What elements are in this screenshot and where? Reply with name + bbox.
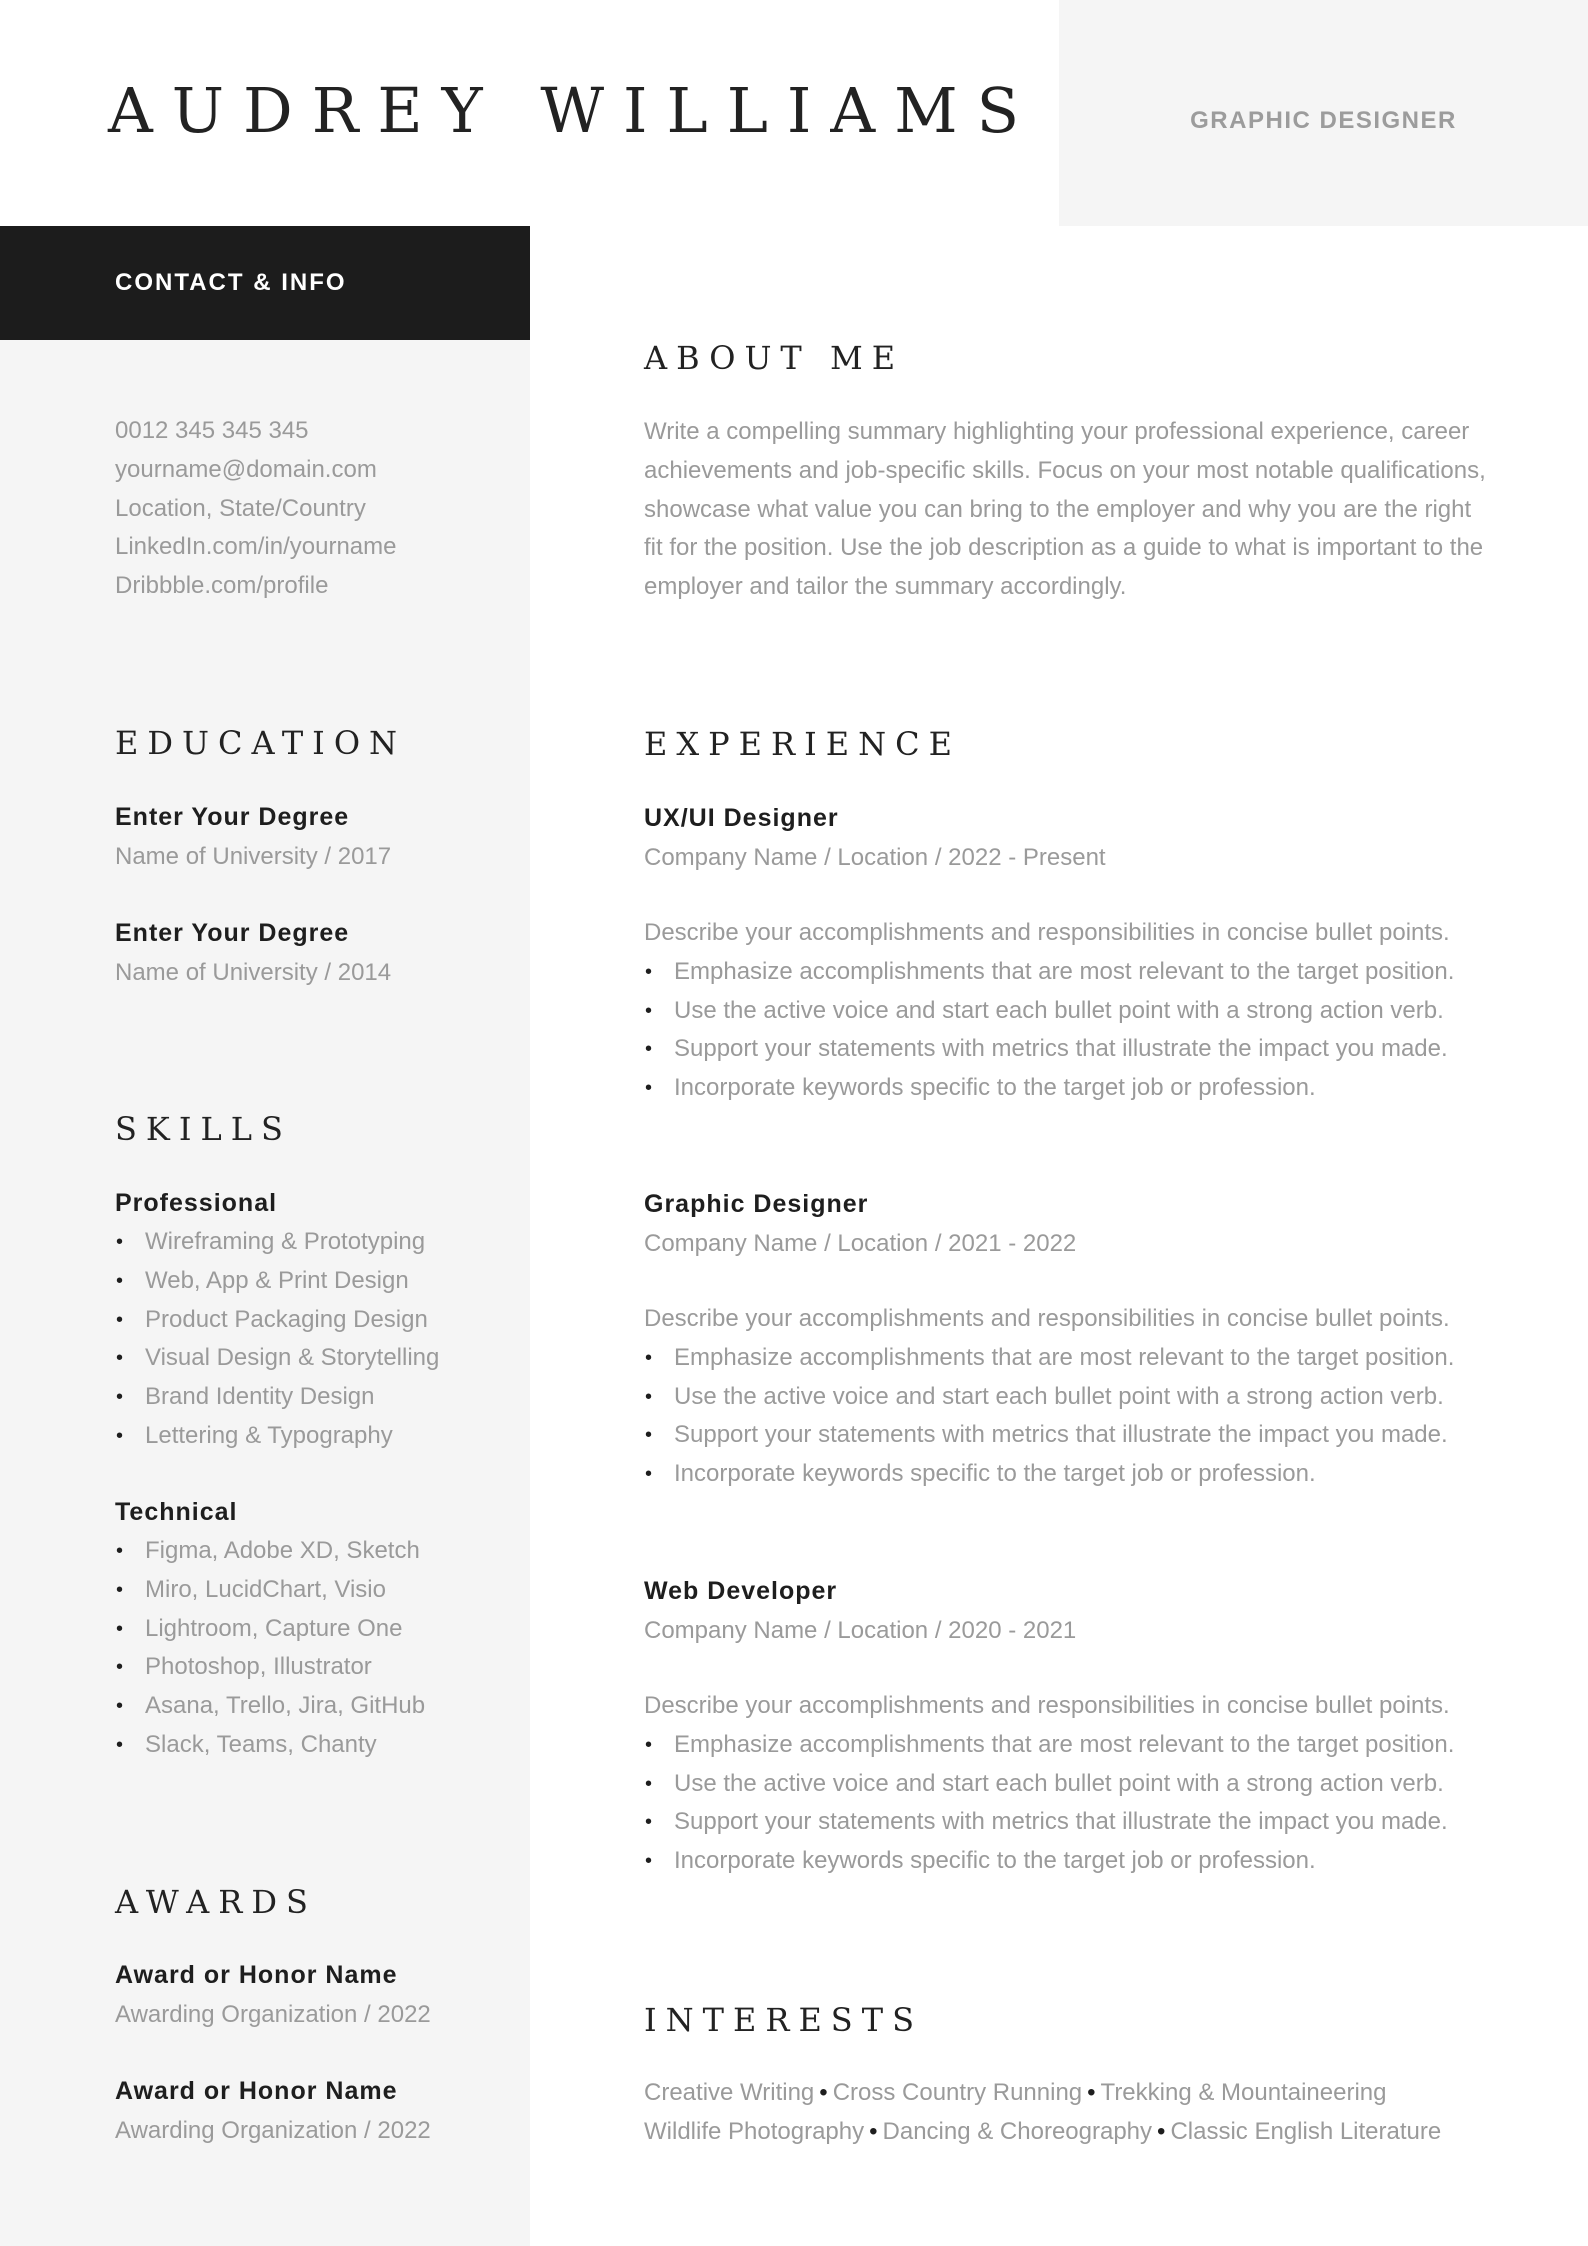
skills-group-professional bbox=[115, 1183, 439, 1456]
interest-item: Creative Writing bbox=[644, 2079, 815, 2106]
job-summary: Describe your accomplishments and responsibilities in concise bullet points. bbox=[644, 919, 1450, 946]
interest-separator: • bbox=[1087, 2079, 1096, 2106]
job-meta: Company Name / Location / 2022 - Present bbox=[644, 844, 1106, 871]
skill-item: • Wireframing & Prototyping bbox=[115, 1223, 439, 1262]
education-heading: EDUCATION bbox=[115, 724, 407, 762]
job-title: GRAPHIC DESIGNER bbox=[1190, 107, 1457, 134]
interest-item: Dancing & Choreography bbox=[882, 2117, 1153, 2145]
contact-email: yourname@domain.com bbox=[115, 455, 377, 483]
contact-heading: CONTACT & INFO bbox=[115, 269, 347, 296]
job-meta: Company Name / Location / 2020 - 2021 bbox=[644, 1617, 1077, 1644]
contact-heading-bar bbox=[0, 226, 530, 340]
interest-item: Cross Country Running bbox=[832, 2079, 1083, 2106]
about-heading: ABOUT ME bbox=[644, 339, 905, 377]
job-bullet: • Use the active voice and start each bullet point with a strong action verb. bbox=[644, 992, 1454, 1031]
award-org: Awarding Organization / 2022 bbox=[115, 2117, 431, 2144]
interests-line bbox=[644, 2074, 1441, 2113]
skills-group-title: Professional bbox=[115, 1189, 278, 1217]
job-bullet: • Use the active voice and start each bullet point with a strong action verb. bbox=[644, 1765, 1454, 1804]
about-line: achievements and job-specific skills. Focus on your most notable qualifications, bbox=[644, 456, 1486, 484]
job-bullet: • Support your statements with metrics that illustrate the impact you made. bbox=[644, 1416, 1454, 1455]
education-item bbox=[115, 797, 391, 877]
education-school: Name of University / 2017 bbox=[115, 843, 392, 870]
job-bullet: • Incorporate keywords specific to the target job or profession. bbox=[644, 1069, 1454, 1108]
skill-item: • Brand Identity Design bbox=[115, 1378, 439, 1417]
about-summary bbox=[644, 413, 1486, 607]
education-school: Name of University / 2014 bbox=[115, 959, 392, 986]
interest-item: Classic English Literature bbox=[1170, 2117, 1442, 2145]
job-bullet: • Incorporate keywords specific to the target job or profession. bbox=[644, 1842, 1454, 1881]
education-item bbox=[115, 913, 391, 993]
skills-heading: SKILLS bbox=[115, 1110, 292, 1148]
contact-linkedin: LinkedIn.com/in/yourname bbox=[115, 533, 397, 561]
interests-list bbox=[644, 2074, 1441, 2152]
interest-separator: • bbox=[1157, 2117, 1166, 2145]
contact-location: Location, State/Country bbox=[115, 494, 366, 522]
job-summary: Describe your accomplishments and responsibilities in concise bullet points. bbox=[644, 1305, 1450, 1332]
job-bullet: • Incorporate keywords specific to the target job or profession. bbox=[644, 1455, 1454, 1494]
about-line: employer and tailor the summary accordingly. bbox=[644, 573, 1127, 601]
job-bullets bbox=[644, 1339, 1454, 1494]
job-bullet: • Support your statements with metrics that illustrate the impact you made. bbox=[644, 1803, 1454, 1842]
candidate-name: AUDREY WILLIAMS bbox=[108, 74, 1039, 147]
education-degree: Enter Your Degree bbox=[115, 803, 350, 831]
job-bullet: • Support your statements with metrics that illustrate the impact you made. bbox=[644, 1030, 1454, 1069]
skills-list bbox=[115, 1532, 425, 1765]
job-bullets bbox=[644, 953, 1454, 1108]
skill-item: • Figma, Adobe XD, Sketch bbox=[115, 1532, 425, 1571]
job-bullets bbox=[644, 1726, 1454, 1881]
award-name: Award or Honor Name bbox=[115, 1961, 398, 1989]
experience-job bbox=[644, 1184, 1454, 1494]
job-bullet: • Emphasize accomplishments that are most relevant to the target position. bbox=[644, 1726, 1454, 1765]
skill-item: • Product Packaging Design bbox=[115, 1301, 439, 1340]
skill-item: • Visual Design & Storytelling bbox=[115, 1339, 439, 1378]
job-bullet: • Emphasize accomplishments that are most relevant to the target position. bbox=[644, 953, 1454, 992]
awards-heading: AWARDS bbox=[115, 1883, 317, 1921]
about-line: Write a compelling summary highlighting your professional experience, career bbox=[644, 418, 1470, 445]
job-summary: Describe your accomplishments and responsibilities in concise bullet points. bbox=[644, 1692, 1450, 1719]
skill-item: • Asana, Trello, Jira, GitHub bbox=[115, 1687, 425, 1726]
job-role: UX/UI Designer bbox=[644, 804, 839, 832]
interest-separator: • bbox=[819, 2079, 828, 2106]
skill-item: • Lettering & Typography bbox=[115, 1417, 439, 1456]
interest-item: Trekking & Mountaineering bbox=[1100, 2079, 1387, 2106]
education-degree: Enter Your Degree bbox=[115, 919, 350, 947]
experience-job bbox=[644, 798, 1454, 1108]
interests-heading: INTERESTS bbox=[644, 2001, 923, 2039]
contact-portfolio: Dribbble.com/profile bbox=[115, 572, 329, 600]
skill-item: • Lightroom, Capture One bbox=[115, 1610, 425, 1649]
job-role: Graphic Designer bbox=[644, 1190, 869, 1218]
award-item bbox=[115, 2071, 431, 2151]
award-item bbox=[115, 1955, 431, 2035]
experience-job bbox=[644, 1571, 1454, 1881]
skill-item: • Slack, Teams, Chanty bbox=[115, 1726, 425, 1765]
experience-heading: EXPERIENCE bbox=[644, 725, 961, 763]
skill-item: • Miro, LucidChart, Visio bbox=[115, 1571, 425, 1610]
interest-separator: • bbox=[869, 2117, 878, 2145]
interest-item: Wildlife Photography bbox=[644, 2117, 865, 2145]
skills-list bbox=[115, 1223, 439, 1456]
award-name: Award or Honor Name bbox=[115, 2077, 398, 2105]
contact-details bbox=[115, 412, 396, 606]
about-line: fit for the position. Use the job description as a guide to what is important to the bbox=[644, 534, 1484, 562]
job-role: Web Developer bbox=[644, 1577, 838, 1605]
skill-item: • Photoshop, Illustrator bbox=[115, 1648, 425, 1687]
skills-group-technical bbox=[115, 1492, 425, 1765]
contact-phone: 0012 345 345 345 bbox=[115, 417, 309, 444]
about-line: showcase what value you can bring to the employer and why you are the right bbox=[644, 495, 1472, 523]
job-meta: Company Name / Location / 2021 - 2022 bbox=[644, 1230, 1077, 1257]
skills-group-title: Technical bbox=[115, 1498, 238, 1526]
interests-line bbox=[644, 2113, 1441, 2152]
job-bullet: • Emphasize accomplishments that are most relevant to the target position. bbox=[644, 1339, 1454, 1378]
job-bullet: • Use the active voice and start each bullet point with a strong action verb. bbox=[644, 1378, 1454, 1417]
award-org: Awarding Organization / 2022 bbox=[115, 2001, 431, 2028]
skill-item: • Web, App & Print Design bbox=[115, 1262, 439, 1301]
